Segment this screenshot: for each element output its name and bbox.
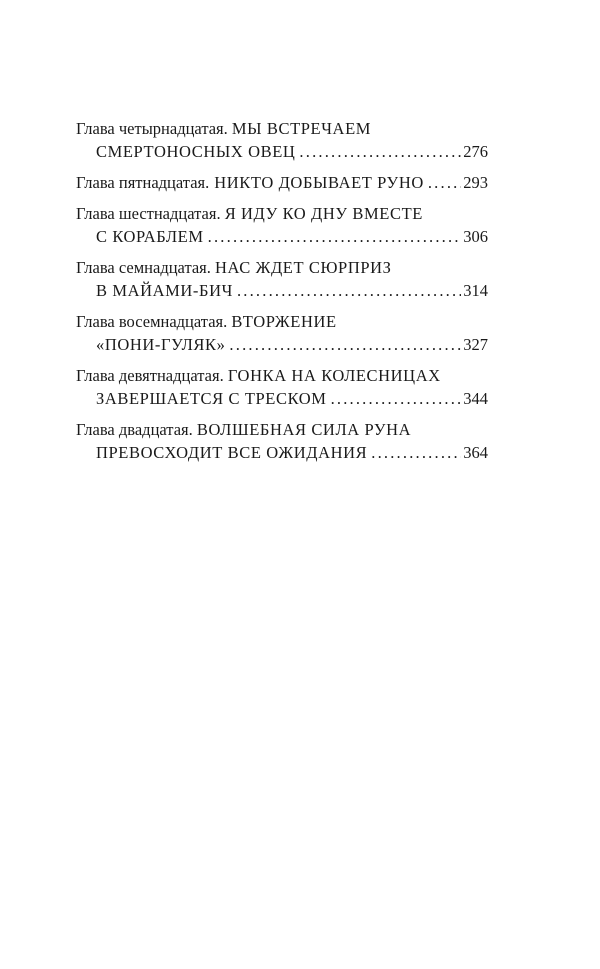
chapter-title-line1: МЫ ВСТРЕЧАЕМ bbox=[231, 119, 372, 138]
chapter-label: Глава двадцатая. bbox=[76, 420, 193, 439]
chapter-label: Глава семнадцатая. bbox=[76, 258, 211, 277]
toc-entry-continuation bbox=[76, 441, 488, 464]
chapter-title-line1: ВОЛШЕБНАЯ СИЛА РУНА bbox=[196, 420, 412, 439]
toc-entry-chapter-19 bbox=[76, 364, 488, 410]
chapter-label: Глава пятнадцатая. bbox=[76, 173, 210, 192]
page-number: 293 bbox=[463, 173, 488, 192]
toc-entry-chapter-17 bbox=[76, 256, 488, 302]
toc-entry-continuation bbox=[76, 140, 488, 163]
dot-leader bbox=[371, 441, 461, 464]
toc-entry-continuation bbox=[76, 279, 488, 302]
chapter-title-line2: ЗАВЕРШАЕТСЯ С ТРЕСКОМ bbox=[96, 389, 327, 408]
chapter-title-line1: ВТОРЖЕНИЕ bbox=[231, 312, 337, 331]
chapter-title-line1: Я ИДУ КО ДНУ ВМЕСТЕ bbox=[224, 204, 423, 223]
chapter-title-line2: В МАЙАМИ-БИЧ bbox=[96, 281, 233, 300]
toc-entry-heading bbox=[76, 256, 488, 279]
page-number: 327 bbox=[463, 335, 488, 354]
toc-entry-continuation bbox=[76, 225, 488, 248]
chapter-label: Глава шестнадцатая. bbox=[76, 204, 221, 223]
toc-entry-heading bbox=[76, 364, 488, 387]
chapter-label: Глава восемнадцатая. bbox=[76, 312, 228, 331]
toc-entry-continuation bbox=[76, 333, 488, 356]
chapter-title-line2: ПРЕВОСХОДИТ ВСЕ ОЖИДАНИЯ bbox=[96, 443, 368, 462]
toc-entry-chapter-20 bbox=[76, 418, 488, 464]
page-number: 364 bbox=[463, 443, 488, 462]
dot-leader bbox=[428, 171, 461, 194]
dot-leader bbox=[299, 140, 461, 163]
toc-entry-heading bbox=[76, 418, 488, 441]
chapter-title-line1: НИКТО ДОБЫВАЕТ РУНО bbox=[214, 173, 424, 192]
chapter-title-line2: С КОРАБЛЕМ bbox=[96, 227, 204, 246]
dot-leader bbox=[229, 333, 461, 356]
chapter-title-line1: НАС ЖДЕТ СЮРПРИЗ bbox=[215, 258, 392, 277]
table-of-contents bbox=[76, 117, 488, 472]
toc-entry-heading bbox=[76, 171, 488, 194]
dot-leader bbox=[237, 279, 461, 302]
page-number: 276 bbox=[463, 142, 488, 161]
chapter-label: Глава четырнадцатая. bbox=[76, 119, 228, 138]
toc-entry-heading bbox=[76, 117, 488, 140]
page-number: 344 bbox=[463, 389, 488, 408]
toc-entry-heading bbox=[76, 310, 488, 333]
toc-entry-chapter-18 bbox=[76, 310, 488, 356]
chapter-title-line2: СМЕРТОНОСНЫХ ОВЕЦ bbox=[96, 142, 296, 161]
toc-entry-heading bbox=[76, 202, 488, 225]
dot-leader bbox=[208, 225, 462, 248]
toc-entry-chapter-15 bbox=[76, 171, 488, 194]
chapter-title-line2: «ПОНИ-ГУЛЯК» bbox=[96, 335, 226, 354]
page-number: 314 bbox=[463, 281, 488, 300]
page-number: 306 bbox=[463, 227, 488, 246]
toc-entry-chapter-16 bbox=[76, 202, 488, 248]
toc-entry-chapter-14 bbox=[76, 117, 488, 163]
dot-leader bbox=[331, 387, 462, 410]
toc-entry-continuation bbox=[76, 387, 488, 410]
chapter-title-line1: ГОНКА НА КОЛЕСНИЦАХ bbox=[227, 366, 441, 385]
chapter-label: Глава девятнадцатая. bbox=[76, 366, 224, 385]
